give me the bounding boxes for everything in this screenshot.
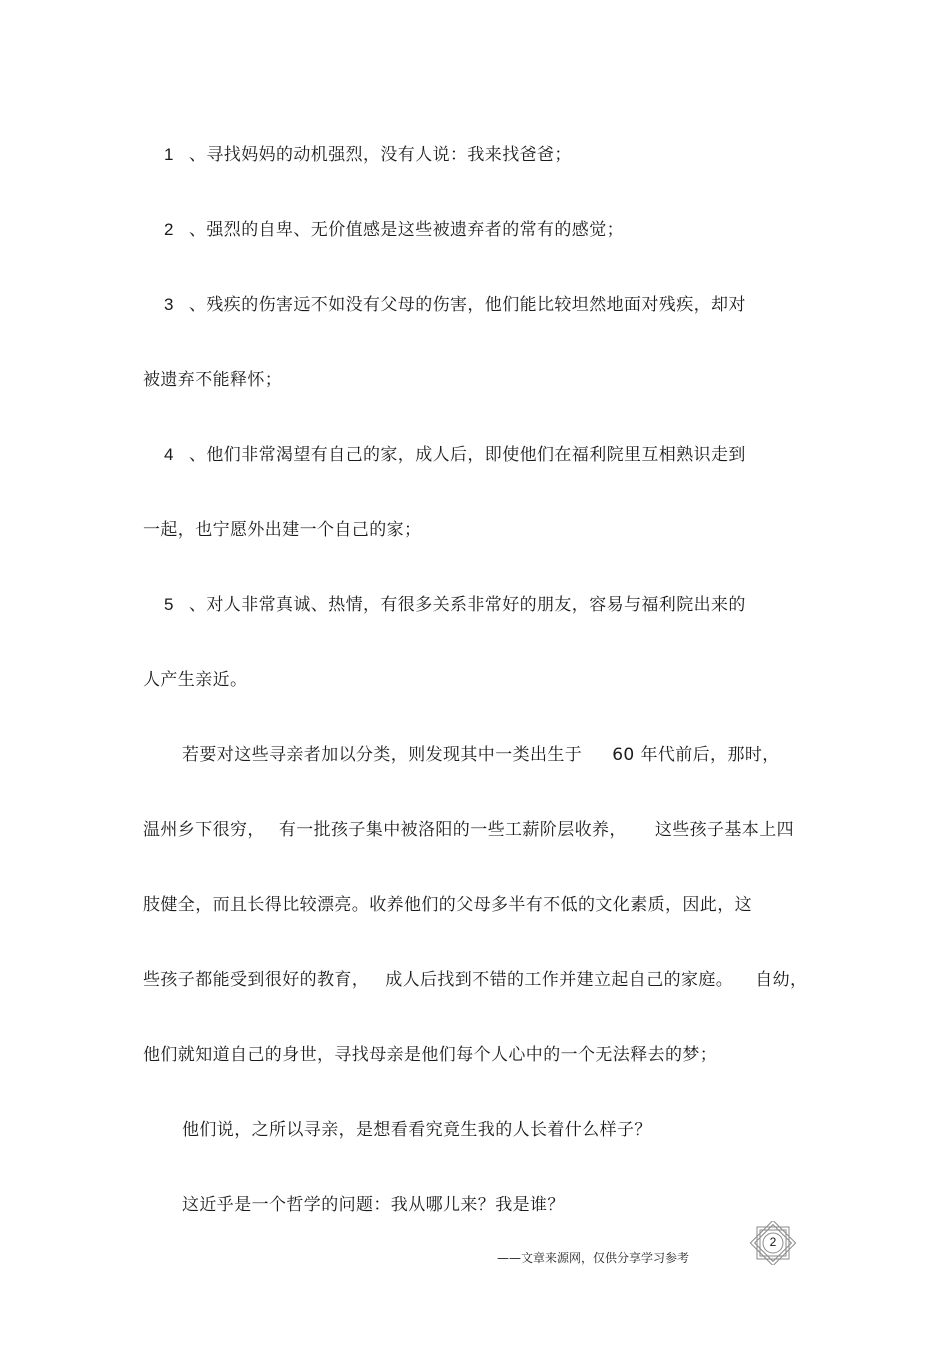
paragraph-text: 有一批孩子集中被洛阳的一些工薪阶层收养， xyxy=(278,820,627,840)
list-number: 2 xyxy=(164,220,174,239)
question-line: 这近乎是一个哲学的问题：我从哪儿来？我是谁？ xyxy=(182,1195,565,1215)
paragraph-line-3: 肢健全，而且长得比较漂亮。收养他们的父母多半有不低的文化素质，因此，这 xyxy=(143,895,752,915)
page-number-badge xyxy=(749,1221,797,1265)
list-item-text: 、残疾的伤害远不如没有父母的伤害，他们能比较坦然地面对残疾，却对 xyxy=(189,295,746,315)
list-number: 4 xyxy=(164,445,174,464)
list-item-5 xyxy=(143,593,746,617)
paragraph-text: 若要对这些寻亲者加以分类，则发现其中一类出生于 xyxy=(182,745,583,765)
paragraph-text: 这些孩子基本上四 xyxy=(654,820,795,840)
list-number: 3 xyxy=(164,295,174,314)
list-item-text: 、他们非常渴望有自己的家，成人后，即使他们在福利院里互相熟识走到 xyxy=(189,445,746,465)
paragraph-line-1 xyxy=(182,743,780,767)
quote-line: 他们说，之所以寻亲，是想看看究竟生我的人长着什么样子？ xyxy=(182,1120,652,1140)
list-item-4 xyxy=(143,443,746,467)
paragraph-text: 些孩子都能受到很好的教育， xyxy=(143,970,370,990)
list-item-3 xyxy=(143,293,746,317)
list-number: 1 xyxy=(164,145,174,164)
footer-source-text: ——文章来源网，仅供分享学习参考 xyxy=(497,1251,690,1265)
list-item-1 xyxy=(143,143,572,167)
list-item-2 xyxy=(143,218,624,242)
list-item-3-continuation: 被遗弃不能释怀； xyxy=(143,370,283,390)
paragraph-line-4 xyxy=(143,968,807,992)
list-number: 5 xyxy=(164,595,174,614)
list-item-5-continuation: 人产生亲近。 xyxy=(143,670,248,690)
list-item-text: 、对人非常真诚、热情，有很多关系非常好的朋友，容易与福利院出来的 xyxy=(189,595,746,615)
paragraph-text: 自幼， xyxy=(755,970,808,990)
list-item-4-continuation: 一起，也宁愿外出建一个自己的家； xyxy=(143,520,422,540)
list-item-text: 、强烈的自卑、无价值感是这些被遗弃者的常有的感觉； xyxy=(189,220,624,240)
list-item-text: 、寻找妈妈的动机强烈，没有人说：我来找爸爸； xyxy=(189,145,572,165)
page-number: 2 xyxy=(769,1235,777,1249)
paragraph-text: 温州乡下很穷， xyxy=(143,820,265,840)
paragraph-text: 成人后找到不错的工作并建立起自己的家庭。 xyxy=(385,970,734,990)
paragraph-line-5: 他们就知道自己的身世，寻找母亲是他们每个人心中的一个无法释去的梦； xyxy=(143,1045,718,1065)
paragraph-text: 60 年代前后，那时， xyxy=(612,745,780,765)
paragraph-line-2 xyxy=(143,818,794,842)
